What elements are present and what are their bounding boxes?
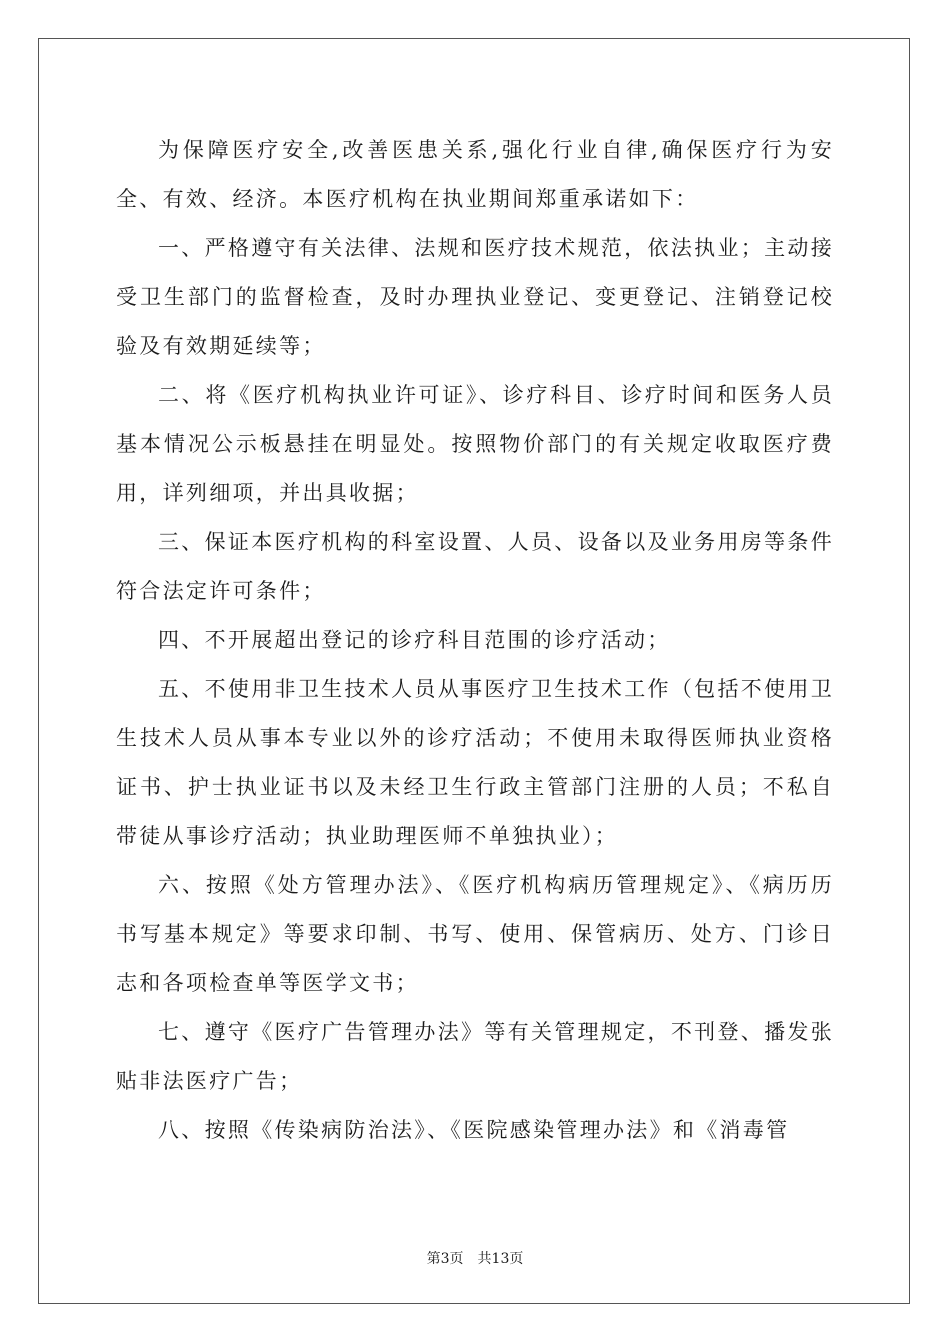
paragraph-item-3: 三、保证本医疗机构的科室设置、人员、设备以及业务用房等条件符合法定许可条件； — [116, 530, 834, 603]
paragraph-item-7: 七、遵守《医疗广告管理办法》等有关管理规定，不刊登、播发张贴非法医疗广告； — [116, 1020, 834, 1093]
paragraph-item-6: 六、按照《处方管理办法》、《医疗机构病历管理规定》、《病历历书写基本规定》等要求印制、书写、使用、保管病历、处方、门诊日志和各项检查单等医学文书； — [116, 873, 834, 995]
page-footer — [0, 1248, 950, 1268]
paragraph-intro: 为保障医疗安全,改善医患关系,强化行业自律,确保医疗行为安全、有效、经济。本医疗机构在执业期间郑重承诺如下： — [116, 138, 834, 211]
page-number-current: 第3页 — [426, 1251, 464, 1267]
paragraph-item-2: 二、将《医疗机构执业许可证》、诊疗科目、诊疗时间和医务人员基本情况公示板悬挂在明显处。按照物价部门的有关规定收取医疗费用，详列细项，并出具收据； — [116, 383, 834, 505]
document-body — [116, 126, 834, 1155]
paragraph-item-4: 四、不开展超出登记的诊疗科目范围的诊疗活动； — [158, 628, 671, 652]
page-number-total: 共13页 — [477, 1251, 524, 1267]
paragraph-item-1: 一、严格遵守有关法律、法规和医疗技术规范，依法执业；主动接受卫生部门的监督检查，及时办理执业登记、变更登记、注销登记校验及有效期延续等； — [116, 236, 834, 358]
paragraph-item-8: 八、按照《传染病防治法》、《医院感染管理办法》和《消毒管 — [158, 1118, 790, 1142]
paragraph-item-5: 五、不使用非卫生技术人员从事医疗卫生技术工作（包括不使用卫生技术人员从事本专业以外的诊疗活动；不使用未取得医师执业资格证书、护士执业证书以及未经卫生行政主管部门注册的人员；不私自带徒从事诊疗活动；执业助理医师不单独执业）； — [116, 677, 834, 848]
